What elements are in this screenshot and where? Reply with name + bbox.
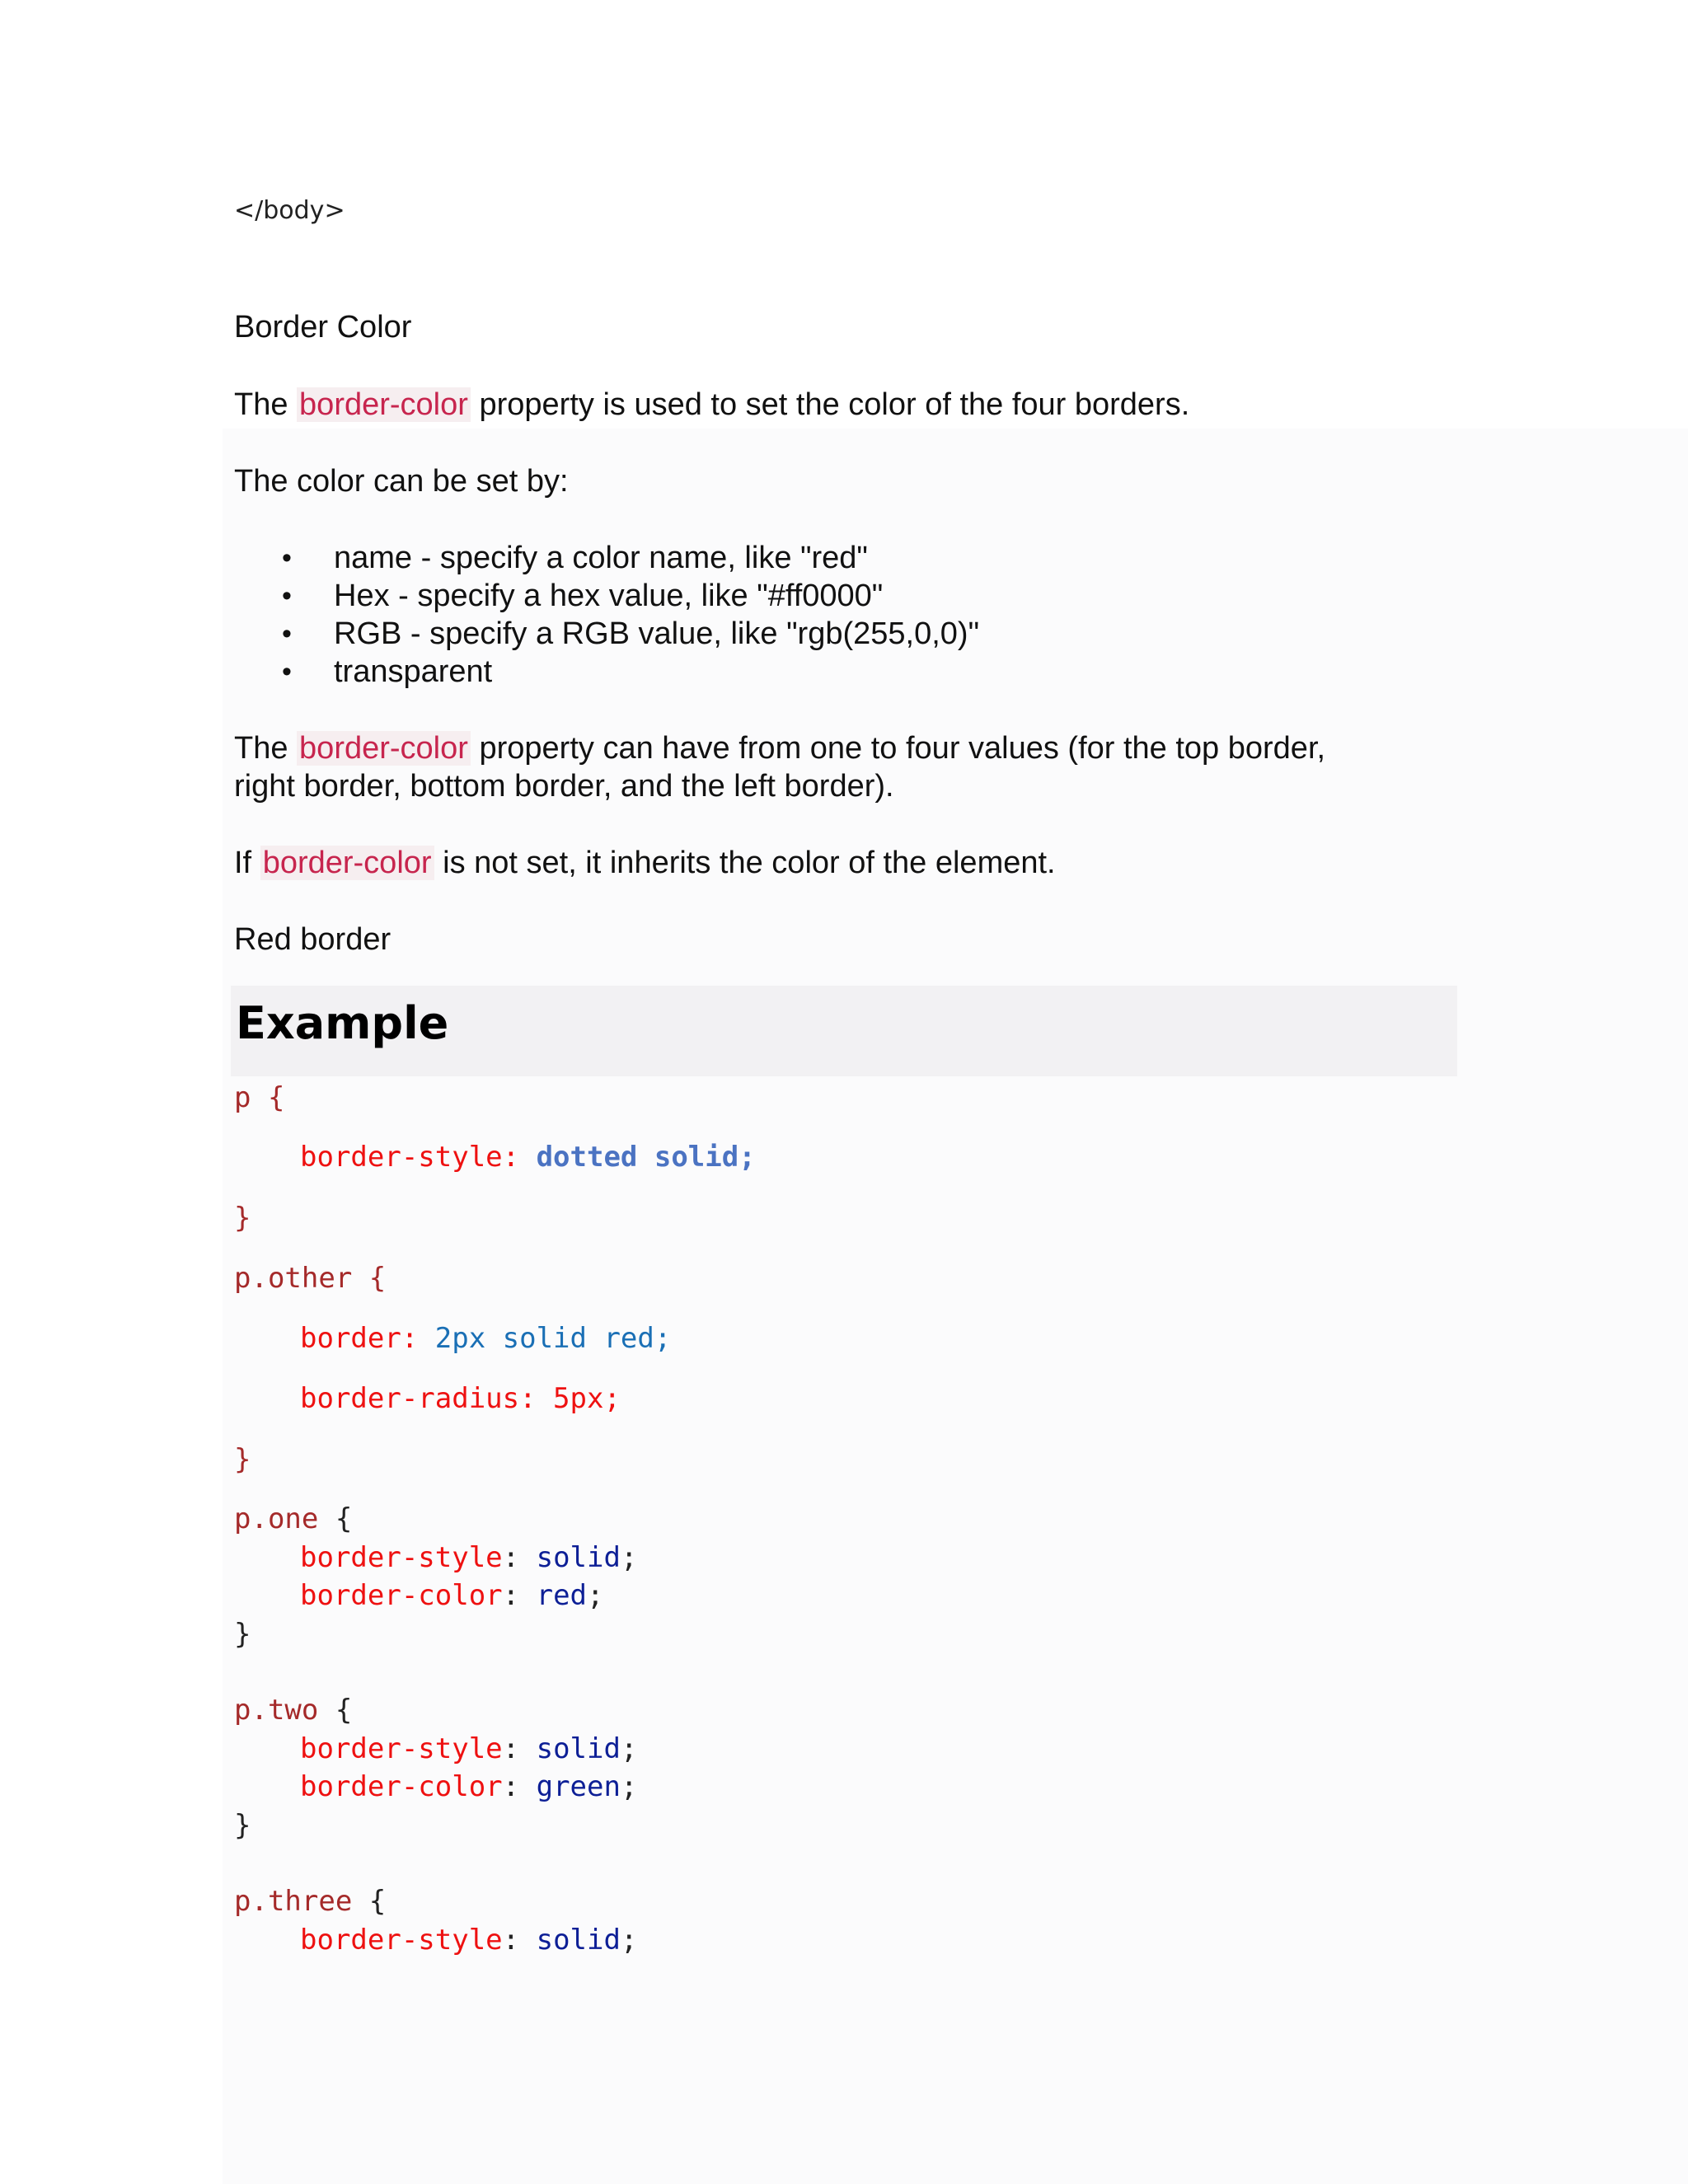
para1-after: property is used to set the color of the four borders.	[470, 387, 1190, 422]
inline-code-border-color: border-color	[260, 846, 434, 880]
list-item: • transparent	[282, 654, 493, 689]
bullet-icon: •	[282, 656, 292, 687]
code-line: }	[234, 1202, 251, 1235]
bullet-icon: •	[282, 542, 292, 574]
code-line: }	[234, 1809, 251, 1842]
list-item: • RGB - specify a RGB value, like "rgb(255,0,0)"	[282, 616, 980, 651]
list-item: • name - specify a color name, like "red"	[282, 541, 868, 575]
label-red-border: Red border	[234, 922, 392, 957]
body-close-tag: </body>	[234, 196, 345, 225]
code-line: border-color: green;	[300, 1770, 638, 1803]
example-header	[231, 986, 1457, 1076]
code-line: border-style: solid;	[300, 1732, 638, 1765]
list-item: • Hex - specify a hex value, like "#ff0000"	[282, 579, 884, 613]
code-line: p.one {	[234, 1502, 353, 1535]
code-line: border-color: red;	[300, 1579, 604, 1612]
paragraph-one-to-four-values-line2: right border, bottom border, and the left border).	[234, 769, 894, 804]
color-options-list	[234, 539, 1470, 691]
code-line: p {	[234, 1081, 285, 1114]
code-line: border-style: solid;	[300, 1541, 638, 1574]
code-line: p.other {	[234, 1262, 387, 1295]
code-line: border: 2px solid red;	[300, 1322, 672, 1355]
section-heading: Border Color	[234, 310, 412, 344]
bullet-icon: •	[282, 618, 292, 649]
paragraph-inherits-color: If border-color is not set, it inherits the color of the element.	[234, 846, 1056, 880]
code-line: }	[234, 1618, 251, 1651]
para1-before: The	[234, 387, 298, 422]
code-line: border-style: solid;	[300, 1924, 638, 1957]
code-line: }	[234, 1443, 251, 1476]
example-title: Example	[236, 997, 449, 1049]
paragraph-color-set-by: The color can be set by:	[234, 464, 569, 499]
inline-code-border-color: border-color	[297, 731, 471, 766]
code-line: border-style: dotted solid;	[300, 1141, 756, 1174]
inline-code-border-color: border-color	[297, 387, 471, 422]
code-line: p.three {	[234, 1885, 387, 1918]
bullet-icon: •	[282, 580, 292, 612]
code-line: p.two {	[234, 1694, 353, 1727]
paragraph-border-color-intro	[234, 386, 1189, 424]
code-line: border-radius: 5px;	[300, 1382, 621, 1415]
paragraph-one-to-four-values: The border-color property can have from one to four values (for the top border,	[234, 731, 1326, 766]
